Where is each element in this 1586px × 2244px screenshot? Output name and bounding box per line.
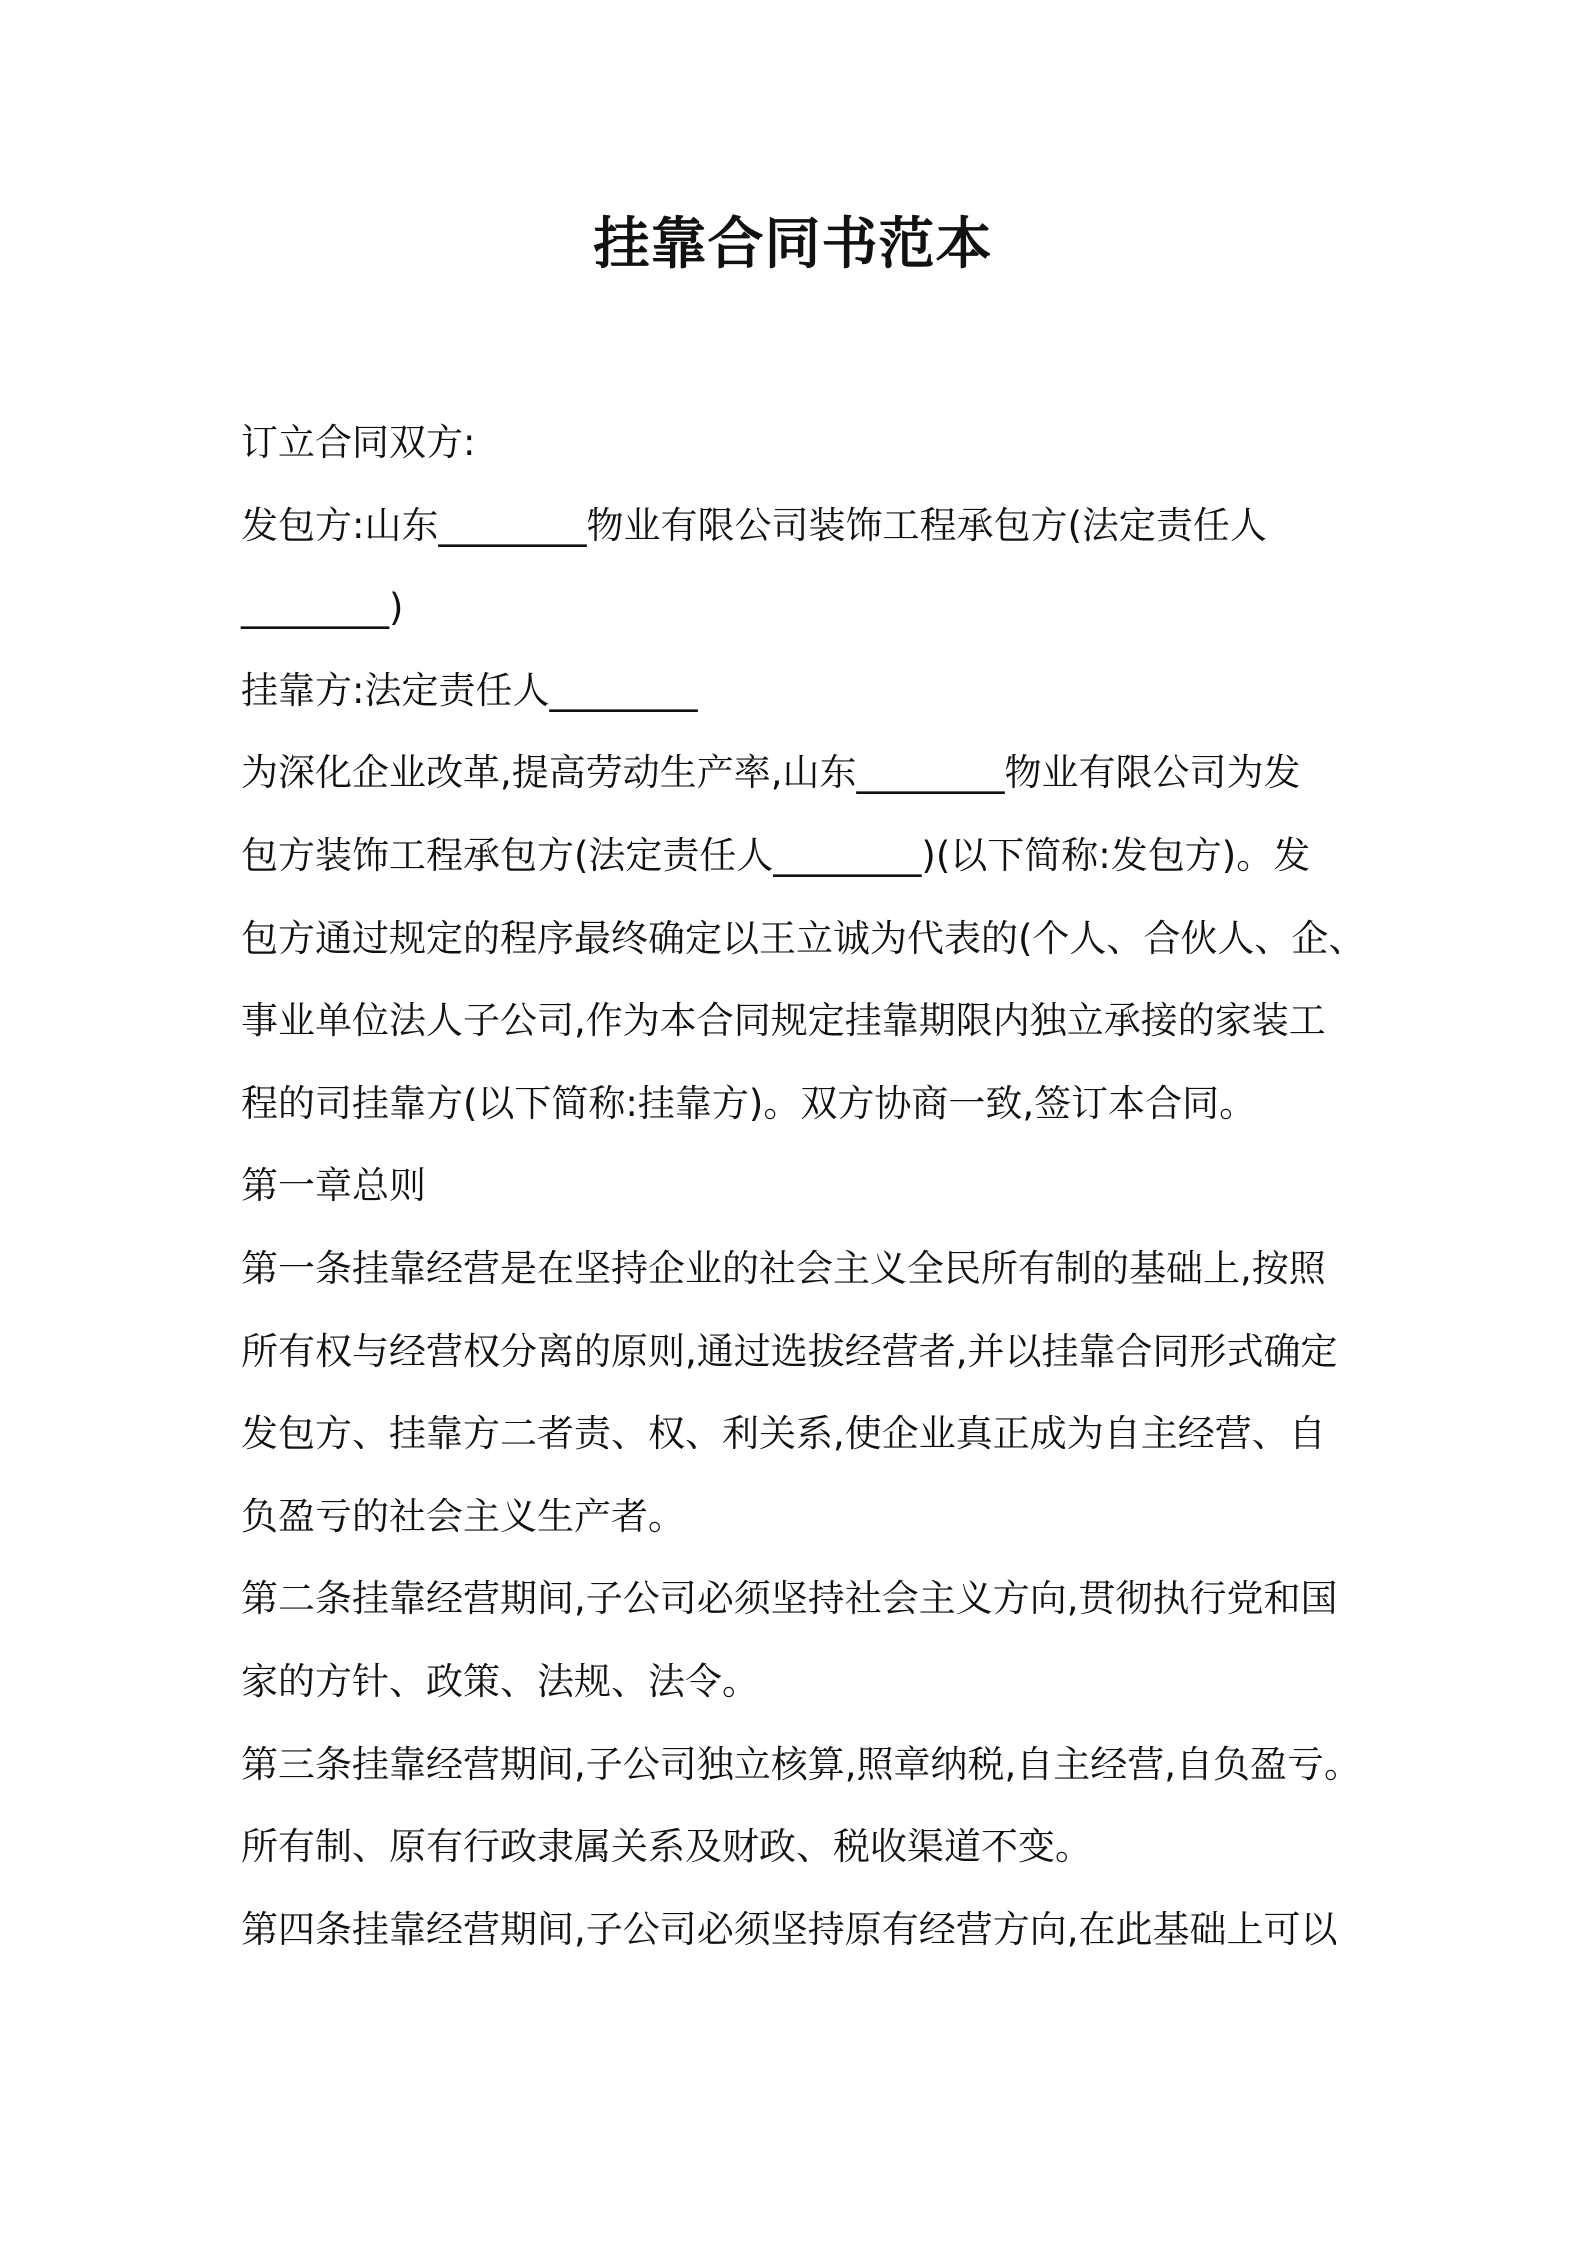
text-line: 第三条挂靠经营期间,子公司独立核算,照章纳税,自主经营,自负盈亏。 xyxy=(241,1742,1362,1786)
text-line: 订立合同双方: xyxy=(241,421,476,464)
document-title: 挂靠合同书范本 xyxy=(593,212,993,277)
text-line: 为深化企业改革,提高劳动生产率,山东________物业有限公司为发 xyxy=(241,751,1301,795)
text-line: 第四条挂靠经营期间,子公司必须坚持原有经营方向,在此基础上可以 xyxy=(241,1907,1338,1951)
text-line: 事业单位法人子公司,作为本合同规定挂靠期限内独立承接的家装工 xyxy=(241,999,1326,1043)
text-line: 所有制、原有行政隶属关系及财政、税收渠道不变。 xyxy=(241,1825,1092,1869)
text-line: 挂靠方:法定责任人________ xyxy=(241,668,698,712)
text-line: 包方通过规定的程序最终确定以王立诚为代表的(个人、合伙人、企、 xyxy=(241,916,1366,960)
text-line: 第一条挂靠经营是在坚持企业的社会主义全民所有制的基础上,按照 xyxy=(241,1246,1326,1290)
text-line: 程的司挂靠方(以下简称:挂靠方)。双方协商一致,签订本合同。 xyxy=(241,1081,1257,1125)
text-line: 发包方:山东________物业有限公司装饰工程承包方(法定责任人 xyxy=(241,503,1267,547)
text-line: 发包方、挂靠方二者责、权、利关系,使企业真正成为自主经营、自 xyxy=(241,1412,1326,1456)
chapter-heading: 第一章总则 xyxy=(241,1164,426,1208)
text-line: 负盈亏的社会主义生产者。 xyxy=(241,1494,685,1538)
text-line: 所有权与经营权分离的原则,通过选拔经营者,并以挂靠合同形式确定 xyxy=(241,1329,1338,1373)
text-line: 第二条挂靠经营期间,子公司必须坚持社会主义方向,贯彻执行党和国 xyxy=(241,1577,1338,1621)
text-line: 包方装饰工程承包方(法定责任人________)(以下简称:发包方)。发 xyxy=(241,833,1311,877)
document-body xyxy=(241,402,1366,1971)
text-line: ________) xyxy=(241,586,404,630)
text-line: 家的方针、政策、法规、法令。 xyxy=(241,1659,759,1703)
